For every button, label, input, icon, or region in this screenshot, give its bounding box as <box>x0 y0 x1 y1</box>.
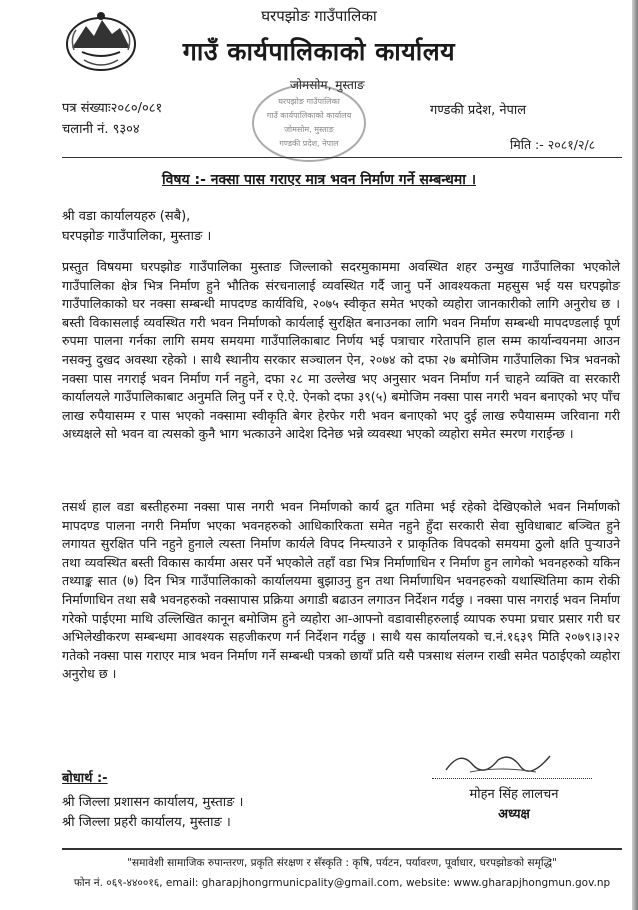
office-name: गाउँ कार्यपालिकाको कार्यालय <box>182 37 456 66</box>
cc-item-2: श्री जिल्ला प्रहरी कार्यालय, मुस्ताङ । <box>62 815 231 830</box>
body-paragraph-1: प्रस्तुत विषयमा घरपझोङ गाउँपालिका मुस्ताङ जिल्लाको सदरमुकाममा अवस्थित शहर उन्मुख गाउँपालिका भएकोले गाउँपालिका क्षेत्र भित्र निर्माण हुने भौतिक संरचनालाई व्यवस्थित गर्दै जानु पर्ने आवश्यकता महसुस भई यस घरपझोङ गाउँपालिकाको घर नक्सा सम्बन्धी मापदण्ड कार्यविधि, २०७५ स्वीकृत समेत भएको व्यहोरा जानकारीको लागि अनुरोध छ । बस्ती विकासलाई व्यवस्थित गरी भवन निर्माणको कार्यलाई सुरक्षित बनाउनका लागि भवन निर्माण सम्बन्धी मापदण्डलाई पूर्ण रुपमा पालना गर्नका लागि समय समयमा गाउँपालिकाबाट निर्णय भई पत्राचार गरेतापनि हाल सम्म कार्यान्वयनमा आउन नसक्नु दुखद अवस्था रहेको । साथै स्थानीय सरकार सञ्चालन ऐन, २०७४ को दफा २७ बमोजिम गाउँपालिका भित्र भवनको नक्सा पास नगराई भवन निर्माण गर्न नहुने, दफा २८ मा उल्लेख भए अनुसार भवन निर्माण गर्न चाहने व्यक्ति वा सरकारी कार्यालयले गाउँपालिकाबाट अनुमति लिनु पर्ने र ऐ.ऐ. ऐनको दफा ३९(५) बमोजिम नक्सा पास नगरी भवन बनाएको भए पाँच लाख रुपैयासम्म र पास भएको नक्सामा स्वीकृति बेगर हेरफेर गरी भवन बनाएको भए दुई लाख रुपैयासम्म जरिवाना गरी अध्यक्षले सो भवन वा त्यसको कुनै भाग भत्काउने आदेश दिनेछ भन्ने व्यवस्था भएको व्यहोरा समेत स्मरण गराईन्छ । <box>62 259 620 442</box>
stamp-line-4: गण्डकी प्रदेश, नेपाल <box>279 139 339 148</box>
stamp-line-3: जोमसोम, मुस्ताङ <box>284 125 334 134</box>
header-divider <box>62 157 622 158</box>
recipient-line-2: घरपझोङ गाउँपालिका, मुस्ताङ । <box>62 229 212 244</box>
signer-title: अध्यक्ष <box>498 807 530 822</box>
stamp-line-2: गाउँ कार्यपालिकाको कार्यालय <box>266 111 352 120</box>
gaupalika-name: घरपझोङ गाउँपालिका <box>261 7 377 25</box>
signer-name: मोहन सिंह लालचन <box>469 787 559 802</box>
footer-slogan: "समावेशी सामाजिक रुपान्तरण, प्रकृति संरक्षण र सँस्कृति : कृषि, पर्यटन, पर्यावरण, पूर्वाधार, घरपझोङको समृद्धि" <box>127 857 557 869</box>
scan-edge-shadow <box>632 0 638 910</box>
cc-label: बोधार्थ :- <box>62 771 108 786</box>
signature-line <box>432 778 592 779</box>
province-name: गण्डकी प्रदेश, नेपाल <box>430 103 527 118</box>
footer-divider <box>62 848 622 850</box>
handwritten-signature <box>440 746 560 778</box>
letter-date: मिति :- २०८१/२/८ <box>510 137 596 152</box>
cc-item-1: श्री जिल्ला प्रशासन कार्यालय, मुस्ताङ । <box>62 795 244 810</box>
stamp-line-1: घरपझोङ गाउँपालिका <box>278 97 340 106</box>
body-paragraph-2: तसर्थ हाल वडा बस्तीहरुमा नक्सा पास नगरी भवन निर्माणको कार्य द्रुत गतिमा भई रहेको देखिएकोले भवन निर्माणको मापदण्ड पालना नगरी निर्माण भएका भवनहरुको आधिकारिकता समेत नहुने हुँदा सरकारी सेवा सुविधाबाट बञ्चित हुने लगायत सुरक्षित पनि नहुने हुनाले त्यस्ता निर्माण कार्यले विपद निम्त्याउने र प्राकृतिक विपदको समयमा ठुलो क्षति पुऱ्याउने तथा व्यवस्थित बस्ती विकास कार्यमा असर पर्ने भएकोले तहाँ वडा भित्र निर्माणाधिन र निर्माण हुन लागेको भवनहरुको यकिन तथ्याङ्क सात (७) दिन भित्र गाउँपालिकाको कार्यालयमा बुझाउनु हुन तथा निर्माणाधिन भवनहरुको यथास्थितिमा काम रोकी निर्माणाधिन तथा सबै भवनहरुको नक्सापास प्रक्रिया अगाडी बढाउन लगाउन निर्देशन गर्दछु । नक्सा पास नगराई भवन निर्माण गरेको पाईएमा माथि उल्लिखित कानून बमोजिम हुने व्यहोरा आ-आफ्नो वडावासीहरुलाई व्यापक रुपमा प्रचार प्रसार गरी घर अभिलेखीकरण सम्बन्धमा आवश्यक सहजीकरण गर्न निर्देशन गर्दछु । साथै यस कार्यालयको च.नं.१६३९ मिति २०७९।३।२२ गतेको नक्सा पास गराएर मात्र भवन निर्माण गर्ने सम्बन्धी पत्रको छायाँ प्रति यसै पत्रसाथ संलग्न राखी समेत पठाईएको व्यहोरा अनुरोध छ । <box>62 499 620 682</box>
office-stamp <box>250 82 368 164</box>
footer-contact: फोन नं. ०६९-४४००१६, email: gharapjhongrmunicpality@gmail.com, website: www.gharapjhongmun.gov.np <box>73 877 611 889</box>
dispatch-number: चलानी नं. ९३०४ <box>62 122 140 137</box>
recipient-line-1: श्री वडा कार्यालयहरु (सबै), <box>62 209 191 224</box>
letter-subject: विषय :- नक्सा पास गराएर मात्र भवन निर्माण गर्ने सम्बन्धमा । <box>162 172 477 188</box>
letter-number: पत्र संख्याः२०८०/०८१ <box>62 101 163 116</box>
office-location: जोमसोम, मुस्ताङ <box>290 78 365 92</box>
